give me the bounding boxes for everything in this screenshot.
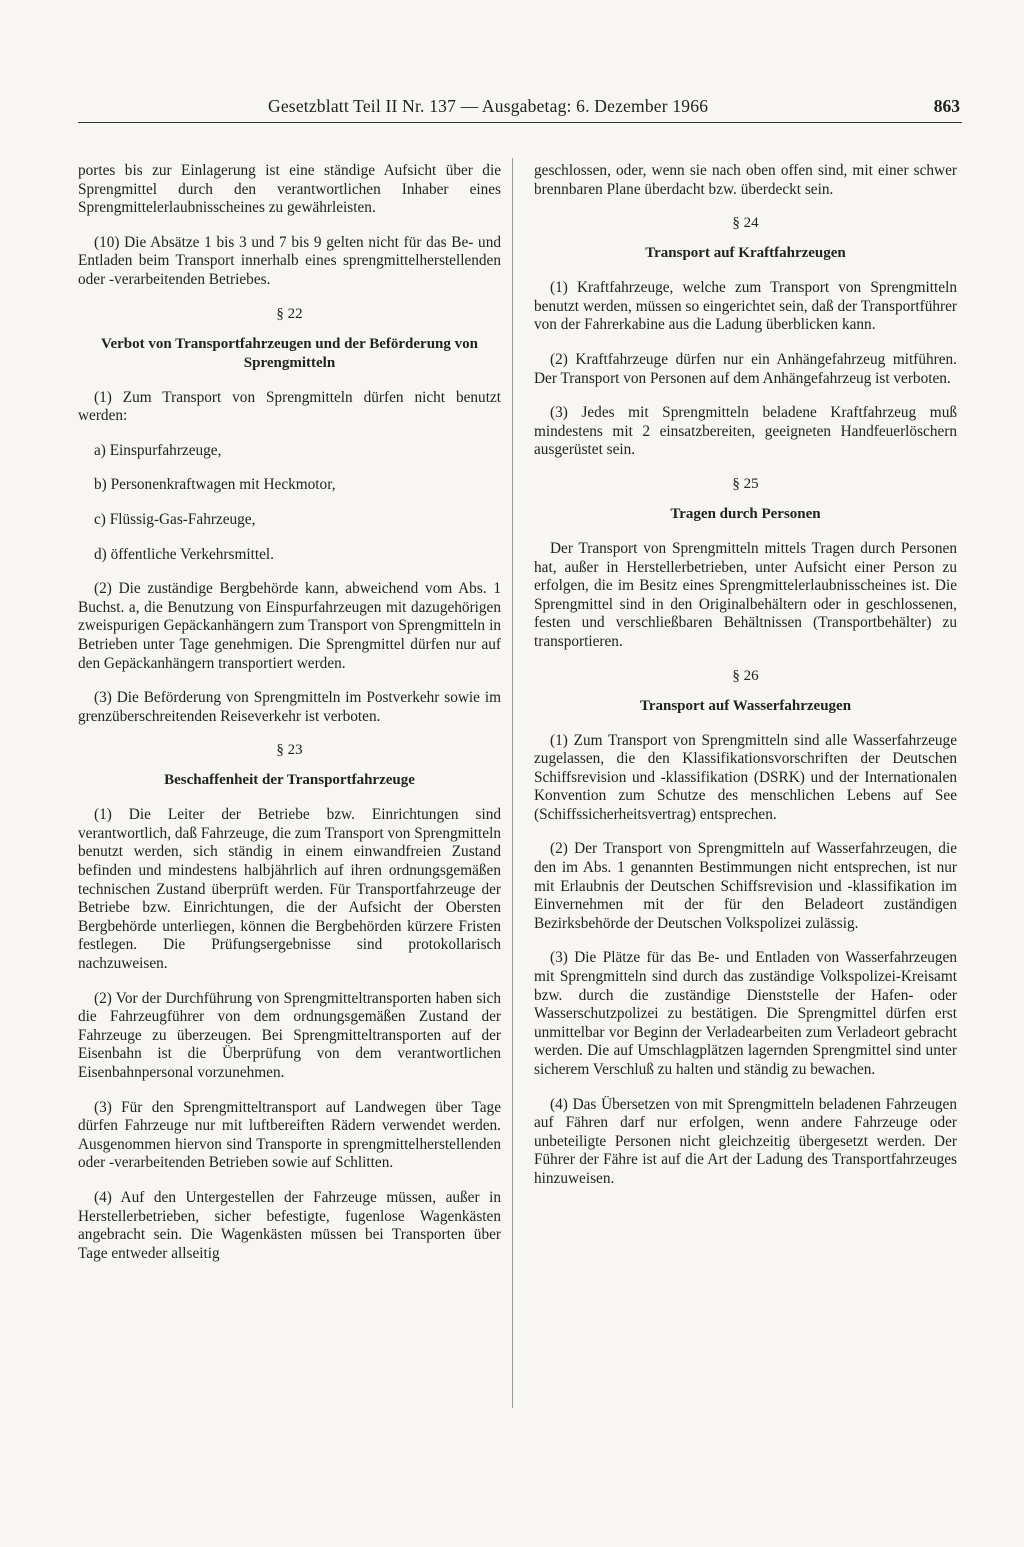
section-title: Transport auf Wasserfahrzeugen <box>639 697 852 714</box>
paragraph: geschlossen, oder, wenn sie nach oben offen sind, mit einer schwer brennbaren Plane überdacht bzw. überdeckt sein. <box>534 162 957 198</box>
paragraph: (2) Die zuständige Bergbehörde kann, abweichend vom Abs. 1 Buchst. a, die Benutzung von Einspurfahrzeugen mit dazugehörigen zweispurigen Gepäckanhängern zum Transport von Sprengmitteln in Betrieben unter Tage genehmigen. Die Sprengmittel dürfen nur auf den Gepäckanhängern transportiert werden. <box>78 580 501 672</box>
paragraph: (3) Jedes mit Sprengmitteln beladene Kraftfahrzeug muß mindestens mit 2 einsatzbereiten, geeigneten Handfeuerlöschern ausgerüstet sein. <box>534 404 957 459</box>
paragraph: (4) Das Übersetzen von mit Sprengmitteln beladenen Fahrzeugen auf Fähren darf nur erfolgen, wenn andere Fahrzeuge oder unbeteiligte Personen nicht gleichzeitig übergesetzt werden. Der Führer der Fähre ist auf die Art der Ladung des Transportfahrzeuges hinzuweisen. <box>534 1095 957 1187</box>
paragraph: (1) Zum Transport von Sprengmitteln dürfen nicht benutzt werden: <box>78 388 501 425</box>
paragraph: (10) Die Absätze 1 bis 3 und 7 bis 9 gelten nicht für das Be- und Entladen beim Transport innerhalb eines sprengmittelherstellenden oder -verarbeitenden Betriebes. <box>78 233 501 288</box>
paragraph: (2) Kraftfahrzeuge dürfen nur ein Anhängefahrzeug mitführen. Der Transport von Personen auf dem Anhängefahrzeug ist verboten. <box>534 350 957 387</box>
section-title: Beschaffenheit der Transportfahrzeuge <box>164 772 415 789</box>
paragraph: Der Transport von Sprengmitteln mittels Tragen durch Personen hat, außer in Herstellerbetrieben, unter Aufsicht einer Person zu erfolgen, die im Besitz eines Sprengmittelerlaubnisscheines ist. Die Sprengmittel sind in den Originalbehältern oder in geschlossenen, festen und verschließbaren Behältnissen (Transportbehälter) zu transportieren. <box>534 539 957 650</box>
paragraph: (3) Für den Sprengmitteltransport auf Landwegen über Tage dürfen Fahrzeuge nur mit luftbereiften Rädern verwendet werden. Ausgenommen hiervon sind Transporte in sprengmittelherstellenden oder -verarbeitenden Betrieben sowie auf Schlitten. <box>78 1098 501 1172</box>
paragraph: (3) Die Plätze für das Be- und Entladen von Wasserfahrzeugen mit Sprengmitteln sind durch das zuständige Volkspolizei-Kreisamt bzw. durch die zuständige Dienststelle der Hafen- oder Wasserschutzpolizei zu bestätigen. Die Sprengmittel dürfen erst unmittelbar vor Beginn der Verladearbeiten zum Verladeort gebracht werden. Die auf Umschlagplätzen lagernden Sprengmittel sind unter sicherem Verschluß zu halten und ständig zu bewachen. <box>534 949 957 1078</box>
section-number: § 24 <box>732 215 759 232</box>
paragraph: (1) Zum Transport von Sprengmitteln sind alle Wasserfahrzeuge zugelassen, die den Klassifikationsvorschriften der Deutschen Schiffsrevision und -klassifikation (DSRK) und der Internationalen Konvention zum Schutze des menschlichen Lebens auf See (Schiffssicherheitsvertrag) entsprechen. <box>534 731 957 823</box>
section-title: Transport auf Kraftfahrzeugen <box>645 245 846 262</box>
section-title: Tragen durch Personen <box>670 505 821 522</box>
paragraph: portes bis zur Einlagerung ist eine ständige Aufsicht über die Sprengmittel durch den verantwortlichen Inhaber eines Sprengmittelerlaubnisscheines zu gewährleisten. <box>78 162 501 217</box>
paragraph: (2) Der Transport von Sprengmitteln auf Wasserfahrzeugen, die den im Abs. 1 genannten Bestimmungen nicht entsprechen, ist nur mit Erlaubnis der Deutschen Schiffsrevision und -klassifikation im Einvernehmen mit der für den Beladeort zuständigen Bezirksbehörde der Deutschen Volkspolizei zulässig. <box>534 840 957 932</box>
page-number: 863 <box>933 96 960 116</box>
paragraph: (2) Vor der Durchführung von Sprengmitteltransporten haben sich die Fahrzeugführer von dem ordnungsgemäßen Zustand der Fahrzeuge zu überzeugen. Bei Sprengmitteltransporten auf der Eisenbahn ist die Überprüfung von dem verantwortlichen Eisenbahnpersonal vorzunehmen. <box>78 989 501 1081</box>
section-title: Verbot von Transportfahrzeugen und der Beförderung von Sprengmitteln <box>101 335 478 371</box>
section-number: § 23 <box>276 742 303 759</box>
list-item: c) Flüssig-Gas-Fahrzeuge, <box>94 510 256 528</box>
column-divider <box>512 158 513 1408</box>
left-column <box>78 162 501 1279</box>
paragraph: (1) Kraftfahrzeuge, welche zum Transport von Sprengmitteln benutzt werden, müssen so eingerichtet sein, daß der Transportführer von der Fahrerkabine aus die Ladung überblicken kann. <box>534 279 957 334</box>
page-header <box>78 96 962 123</box>
paragraph: (3) Die Beförderung von Sprengmitteln im Postverkehr sowie im grenzüberschreitenden Reiseverkehr ist verboten. <box>78 689 501 725</box>
paragraph: (4) Auf den Untergestellen der Fahrzeuge müssen, außer in Herstellerbetrieben, sicher befestigte, fugenlose Wagenkästen angebracht sein. Die Wagenkästen müssen bei Transporten über Tage entweder allseitig <box>78 1188 501 1262</box>
right-column <box>534 162 957 1205</box>
header-title: Gesetzblatt Teil II Nr. 137 — Ausgabetag: 6. Dezember 1966 <box>268 96 709 116</box>
paragraph: (1) Die Leiter der Betriebe bzw. Einrichtungen sind verantwortlich, daß Fahrzeuge, die zum Transport von Sprengmitteln benutzt werden, sich ständig in einem einwandfreien Zustand befinden und mindestens halbjährlich auf ihren ordnungsgemäßen technischen Zustand überprüft werden. Für Transportfahrzeuge der Betriebe bzw. Einrichtungen, die der Aufsicht der Obersten Bergbehörde unterliegen, können die Bergbehörden kürzere Fristen festlegen. Die Prüfungsergebnisse sind protokollarisch nachzuweisen. <box>78 806 501 973</box>
list-item: b) Personenkraftwagen mit Heckmotor, <box>94 476 336 494</box>
list-item: d) öffentliche Verkehrsmittel. <box>94 545 274 563</box>
section-number: § 26 <box>732 667 759 684</box>
list-item: a) Einspurfahrzeuge, <box>94 441 222 459</box>
section-number: § 25 <box>732 475 759 492</box>
section-number: § 22 <box>276 305 303 322</box>
